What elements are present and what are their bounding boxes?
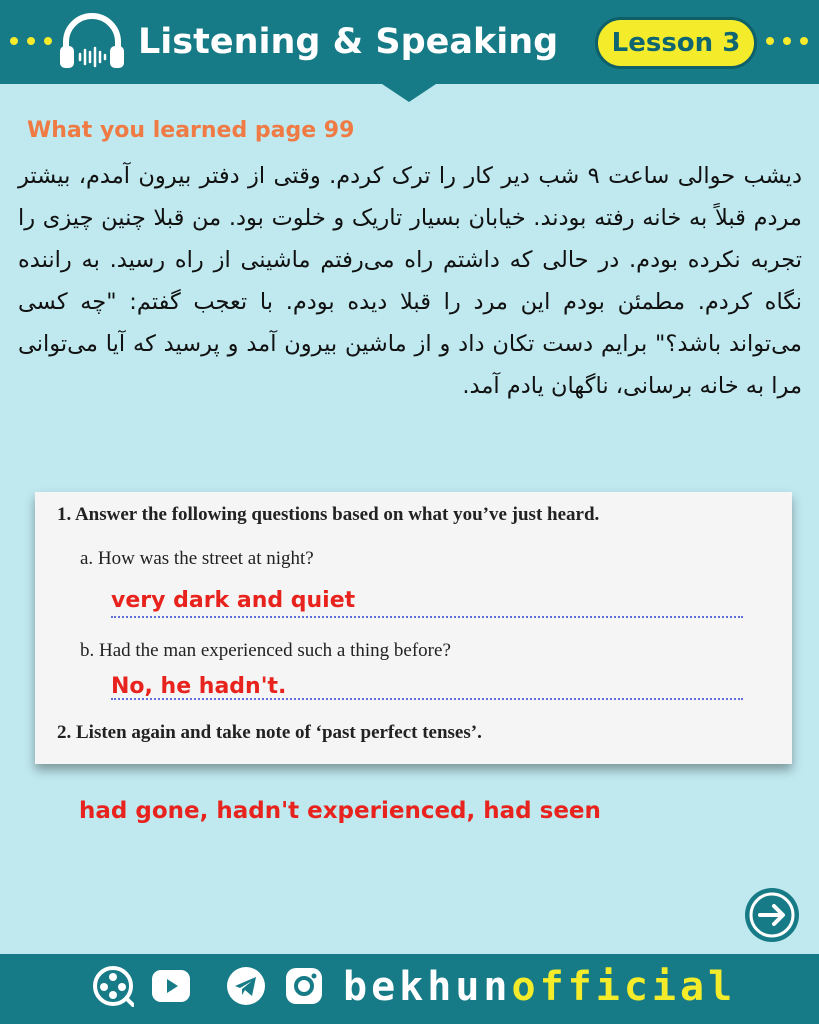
header-dots-left bbox=[10, 37, 52, 45]
answer-b-line bbox=[111, 698, 743, 700]
question-b: b. Had the man experienced such a thing before? bbox=[80, 640, 451, 661]
instagram-icon[interactable] bbox=[283, 965, 325, 1007]
question-1: 1. Answer the following questions based on what you’ve just heard. bbox=[57, 504, 600, 525]
film-reel-icon[interactable] bbox=[92, 965, 134, 1007]
youtube-icon[interactable] bbox=[150, 965, 192, 1007]
brand-part1: bekhun bbox=[343, 964, 512, 1010]
header-title: Listening & Speaking bbox=[138, 22, 559, 62]
header-dots-right bbox=[766, 37, 808, 45]
telegram-icon[interactable] bbox=[225, 965, 267, 1007]
brand-part2: official bbox=[511, 964, 737, 1010]
question-a: a. How was the street at night? bbox=[80, 548, 314, 569]
answer-b: No, he hadn't. bbox=[111, 674, 287, 699]
headphones-icon bbox=[58, 12, 126, 72]
answer-a: very dark and quiet bbox=[111, 588, 356, 613]
answer-a-line bbox=[111, 616, 743, 618]
arrow-right-icon bbox=[745, 888, 799, 942]
header-notch bbox=[382, 84, 436, 102]
question-2: 2. Listen again and take note of ‘past perfect tenses’. bbox=[57, 722, 482, 743]
brand-name bbox=[343, 962, 736, 1012]
next-button[interactable] bbox=[745, 888, 799, 942]
exercise-card bbox=[35, 492, 792, 764]
persian-paragraph: دیشب حوالی ساعت ۹ شب دیر کار را ترک کردم. وقتی از دفتر بیرون آمدم، بیشتر مردم قبلاً به خانه رفته بودند. خیابان بسیار تاریک و خلوت بود. من قبلا چنین چیزی را تجربه نکرده بودم. در حالی که داشتم راه می‌رفتم ماشینی از راه رسید. به راننده نگاه کردم. مطمئن بودم این مرد را قبلا دیده بودم. با تعجب گفتم: "چه کسی می‌تواند باشد؟" برایم دست تکان داد و از ماشین بیرون آمد و پرسید که آیا می‌توانی مرا به خانه برسانی، ناگهان یادم آمد. bbox=[18, 163, 803, 399]
past-perfect-note: had gone, hadn't experienced, had seen bbox=[79, 798, 601, 824]
section-title: What you learned page 99 bbox=[27, 118, 355, 143]
lesson-badge: Lesson 3 bbox=[595, 17, 757, 69]
